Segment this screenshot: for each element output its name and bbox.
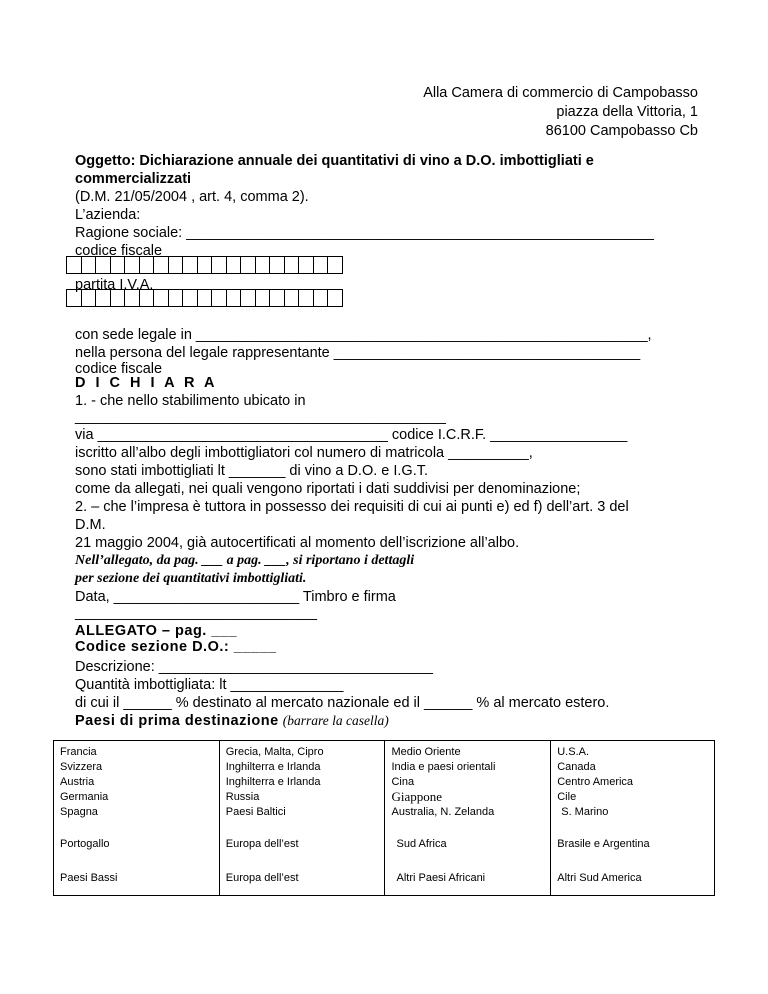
destinazione-note: (barrare la casella) (282, 713, 389, 728)
country-portogallo[interactable]: Portogallo (54, 837, 220, 871)
table-cell[interactable] (385, 741, 551, 806)
country-altri-sud-america[interactable]: Altri Sud America (551, 871, 715, 896)
country-grecia[interactable]: Grecia, Malta, Cipro (225, 746, 324, 758)
country-san-marino[interactable]: S. Marino (551, 805, 715, 837)
attachment-note-1: Nell’allegato, da pag. ___ a pag. ___, si riportano i dettagli (75, 553, 415, 568)
codice-fiscale-label-2: codice fiscale (75, 361, 163, 377)
country-inghilterra[interactable]: Inghilterra e Irlanda (225, 761, 321, 773)
country-giappone[interactable]: Giappone (391, 789, 443, 804)
matricola-field[interactable]: iscritto all’albo degli imbottigliatori col numero di matricola __________, (75, 445, 533, 461)
attachment-note-2: per sezione dei quantitativi imbottigliati. (75, 571, 307, 586)
date-signature-field[interactable]: Data, _______________________ Timbro e firma (75, 589, 396, 605)
recipient-address (423, 84, 698, 141)
via-icrf-field[interactable]: via ____________________________________ codice I.C.R.F. _________________ (75, 427, 628, 443)
country-paesi-bassi[interactable]: Paesi Bassi (54, 871, 220, 896)
codice-fiscale-boxes[interactable] (67, 256, 343, 274)
declaration-point-2: 2. – che l’impresa è tuttora in possesso dei requisiti di cui ai punti e) ed f) dell’art. 3 del (75, 499, 629, 515)
country-germania[interactable]: Germania (60, 791, 109, 803)
subject-line-1: Oggetto: Dichiarazione annuale dei quantitativi di vino a D.O. imbottigliati e (75, 153, 594, 169)
subject-line-2: commercializzati (75, 171, 192, 187)
countries-table (53, 740, 715, 896)
country-sud-africa[interactable]: Sud Africa (385, 837, 551, 871)
table-row (54, 837, 715, 871)
country-inghilterra-2[interactable]: Inghilterra e Irlanda (225, 776, 321, 788)
country-europa-est[interactable]: Europa dell’est (219, 837, 385, 871)
country-russia[interactable]: Russia (225, 791, 260, 803)
country-svizzera[interactable]: Svizzera (60, 761, 103, 773)
table-cell[interactable] (219, 741, 385, 806)
descrizione-field[interactable]: Descrizione: __________________________________ (75, 659, 433, 675)
allegato-title: ALLEGATO – pag. ___ (75, 623, 238, 639)
ragione-sociale-field[interactable]: Ragione sociale: __________________________________________________________ (75, 225, 654, 241)
table-cell[interactable] (551, 741, 715, 806)
dichiara-title: D I C H I A R A (75, 375, 218, 391)
subject-reference: (D.M. 21/05/2004 , art. 4, comma 2). (75, 189, 309, 205)
percentuale-field[interactable]: di cui il ______ % destinato al mercato nazionale ed il ______ % al mercato estero. (75, 695, 610, 711)
stabilimento-field[interactable]: ______________________________________________ (75, 409, 446, 425)
country-cile[interactable]: Cile (557, 791, 577, 803)
country-centro-america[interactable]: Centro America (557, 776, 634, 788)
country-paesi-baltici[interactable]: Paesi Baltici (219, 805, 385, 837)
country-spagna[interactable]: Spagna (54, 805, 220, 837)
address-line-1: Alla Camera di commercio di Campobasso (423, 85, 698, 101)
country-altri-africani[interactable]: Altri Paesi Africani (385, 871, 551, 896)
table-row (54, 805, 715, 837)
declaration-text: come da allegati, nei quali vengono riportati i dati suddivisi per denominazione; (75, 481, 581, 497)
declaration-point-1: 1. - che nello stabilimento ubicato in (75, 393, 306, 409)
address-line-3: 86100 Campobasso Cb (545, 123, 698, 139)
table-row (54, 871, 715, 896)
codice-fiscale-label: codice fiscale (75, 243, 163, 259)
sede-legale-field[interactable]: con sede legale in ________________________________________________________, (75, 327, 652, 343)
declaration-date-text: 21 maggio 2004, già autocertificati al momento dell’iscrizione all’albo. (75, 535, 520, 551)
rappresentante-field[interactable]: nella persona del legale rappresentante ______________________________________ (75, 345, 641, 361)
country-canada[interactable]: Canada (557, 761, 596, 773)
country-francia[interactable]: Francia (60, 746, 97, 758)
country-cina[interactable]: Cina (391, 776, 415, 788)
country-austria[interactable]: Austria (60, 776, 95, 788)
codice-sezione-field[interactable]: Codice sezione D.O.: _____ (75, 639, 277, 655)
country-europa-est-2[interactable]: Europa dell’est (219, 871, 385, 896)
table-row (54, 741, 715, 806)
litri-field[interactable]: sono stati imbottigliati lt _______ di vino a D.O. e I.G.T. (75, 463, 429, 479)
country-india[interactable]: India e paesi orientali (391, 761, 496, 773)
country-australia[interactable]: Australia, N. Zelanda (385, 805, 551, 837)
partita-iva-label: partita I.V.A. (75, 277, 154, 293)
company-intro: L’azienda: (75, 207, 141, 223)
signature-line[interactable]: ______________________________ (75, 605, 317, 621)
partita-iva-boxes[interactable] (67, 289, 343, 307)
declaration-dm: D.M. (75, 517, 106, 533)
destinazione-label: Paesi di prima destinazione (75, 713, 279, 729)
quantita-field[interactable]: Quantità imbottigliata: lt ______________ (75, 677, 344, 693)
table-cell[interactable] (54, 741, 220, 806)
country-usa[interactable]: U.S.A. (557, 746, 590, 758)
country-medio-oriente[interactable]: Medio Oriente (391, 746, 461, 758)
country-brasile[interactable]: Brasile e Argentina (551, 837, 715, 871)
address-line-2: piazza della Vittoria, 1 (556, 104, 698, 120)
destinazione-heading (75, 712, 389, 730)
